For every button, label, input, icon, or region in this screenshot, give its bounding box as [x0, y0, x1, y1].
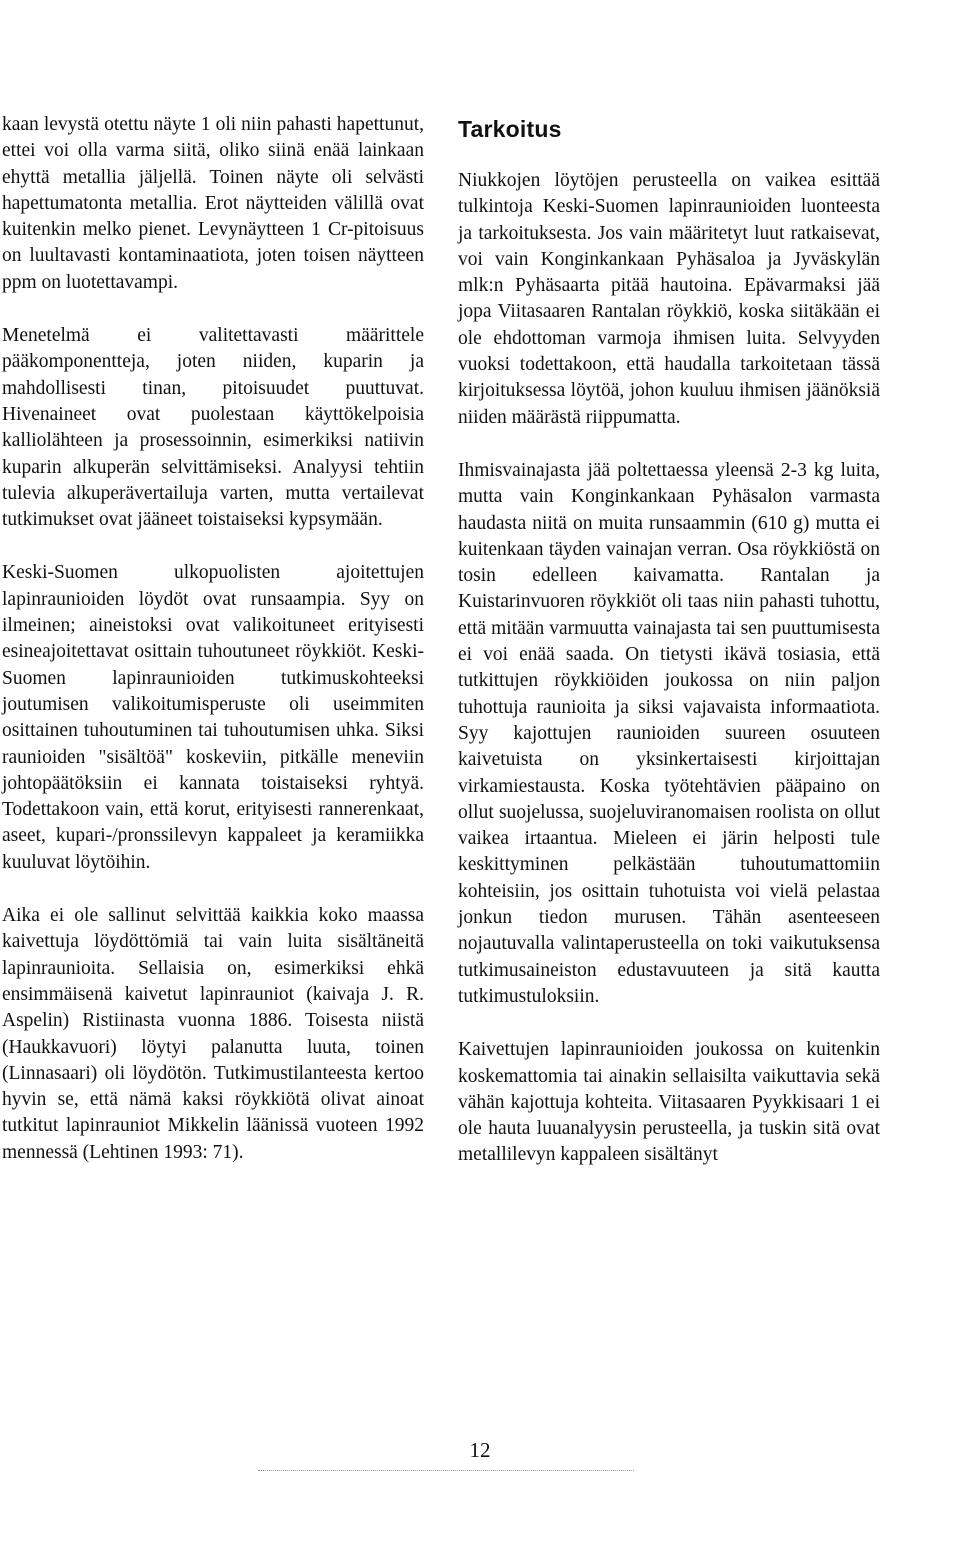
right-column — [458, 114, 880, 1196]
section-heading: Tarkoitus — [458, 116, 562, 142]
body-paragraph: Ihmisvainajasta jää poltettaessa yleensä 2-3 kg luita, mutta vain Konginkankaan Pyhäsalon varmasta haudasta niitä on muita runsaammin (610 g) mutta ei kuitenkaan täyden vainajan verran. Osa röykkiöstä on tosin edelleen kaivamatta. Rantalan ja Kuistarinvuoren röykkiöt oli taas niin pahasti tuhottu, että mitään varmuutta vainajasta tai sen puuttumisesta ei voi enää saada. On tietysti ikävä tosiasia, että tutkittujen röykkiöiden joukossa on niin paljon tuhottuja raunioita ja siksi vajavaista informaatiota. Syy kajottujen raunioiden suureen osuuteen kaivetuista on yksinkertaisesti kirjoittajan virkamiestausta. Koska työtehtävien pääpaino on ollut suojelussa, suojeluviranomaisen roolista on ollut vaikea irtaantua. Mieleen ei järin helposti tule keskittyminen pelkästään tuhoutumattomiin kohteisiin, jos osittain tuhotuista voi vielä pelastaa jonkun tiedon murusen. Tähän asenteeseen nojautuvalla valintaperusteella on toki vaikutuksensa tutkimusaineiston edustavuuteen ja sitä kautta tutkimustuloksiin. — [458, 459, 880, 1007]
page-number: 12 — [469, 1438, 491, 1462]
body-paragraph: Niukkojen löytöjen perusteella on vaikea esittää tulkintoja Keski-Suomen lapinraunioiden luonteesta ja tarkoituksesta. Jos vain määritetyt luut ratkaisevat, voi vain Konginkankaan Pyhäsaloa ja Jyväskylän mlk:n Pyhäsaarta pitää hautoina. Epävarmaksi jää jopa Viitasaaren Rantalan röykkiö, koska siitäkään ei ole ehdottoman varmoja ihmisen luita. Selvyyden vuoksi todettakoon, että haudalla tarkoitetaan tässä kirjoituksessa löytöä, johon kuuluu ihmisen jäänöksiä niiden määrästä riippumatta. — [458, 170, 880, 428]
left-column — [2, 112, 424, 1193]
body-paragraph: Keski-Suomen ulkopuolisten ajoitettujen lapinraunioiden löydöt ovat runsaampia. Syy on ilmeinen; aineistoksi ovat valikoituneet erityisesti esineajoitettavat osittain tuhoutuneet röykkiöt. Keski-Suomen lapinraunioiden tutkimuskohteeksi joutumisen valikoitumisperuste oli useimmiten osittainen tuhoutuminen tai tuhoutumisen uhka. Siksi raunioiden "sisältöä" koskeviin, pitkälle meneviin johtopäätöksiin ei kannata toistaiseksi ryhtyä. Todettakoon vain, että korut, erityisesti rannerenkaat, aseet, kupari-/pronssilevyn kappaleet ja keramiikka kuuluvat löytöihin. — [2, 562, 424, 873]
body-paragraph: Kaivettujen lapinraunioiden joukossa on kuitenkin koskemattomia tai ainakin sellaisilta vaikuttavia sekä vähän kajottuja kohteita. Viitasaaren Pyykkisaari 1 ei ole hauta luuanalyysin perusteella, ja tuskin sitä ovat metallilevyn kappaleen sisältänyt — [458, 1039, 880, 1166]
body-paragraph: Menetelmä ei valitettavasti määrittele pääkomponentteja, joten niiden, kuparin ja mahdollisesti tinan, pitoisuudet puuttuvat. Hivenaineet ovat puolestaan käyttökelpoisia kalliolähteen ja prosessoinnin, esimerkiksi natiivin kuparin alkuperän selvittämiseksi. Analyysi tehtiin tulevia alkuperävertailuja varten, mutta vertailevat tutkimukset ovat jääneet toistaiseksi kypsymään. — [2, 325, 424, 531]
body-paragraph: Aika ei ole sallinut selvittää kaikkia koko maassa kaivettuja löydöttömiä tai vain luita sisältäneitä lapinraunioita. Sellaisia on, esimerkiksi ehkä ensimmäisenä kaivetut lapinrauniot (kaivaja J. R. Aspelin) Ristiinasta vuonna 1886. Toisesta niistä (Haukkavuori) löytyi palanutta luuta, toinen (Linnasaari) oli löydötön. Tutkimustilanteesta kertoo hyvin se, että nämä kaksi röykkiötä olivat ainoat tutkitut lapinrauniot Mikkelin läänissä vuoteen 1992 mennessä (Lehtinen 1993: 71). — [2, 905, 424, 1163]
body-paragraph: kaan levystä otettu näyte 1 oli niin pahasti hapettunut, ettei voi olla varma siitä, oliko siinä enää lainkaan ehyttä metallia jäljellä. Toinen näyte oli selvästi hapettumatonta metallia. Erot näytteiden välillä ovat kuitenkin melko pienet. Levynäytteen 1 Cr-pitoisuus on luultavasti kontaminaatiota, joten toisen näytteen ppm on luotettavampi. — [2, 114, 424, 293]
footer-divider — [258, 1470, 634, 1471]
